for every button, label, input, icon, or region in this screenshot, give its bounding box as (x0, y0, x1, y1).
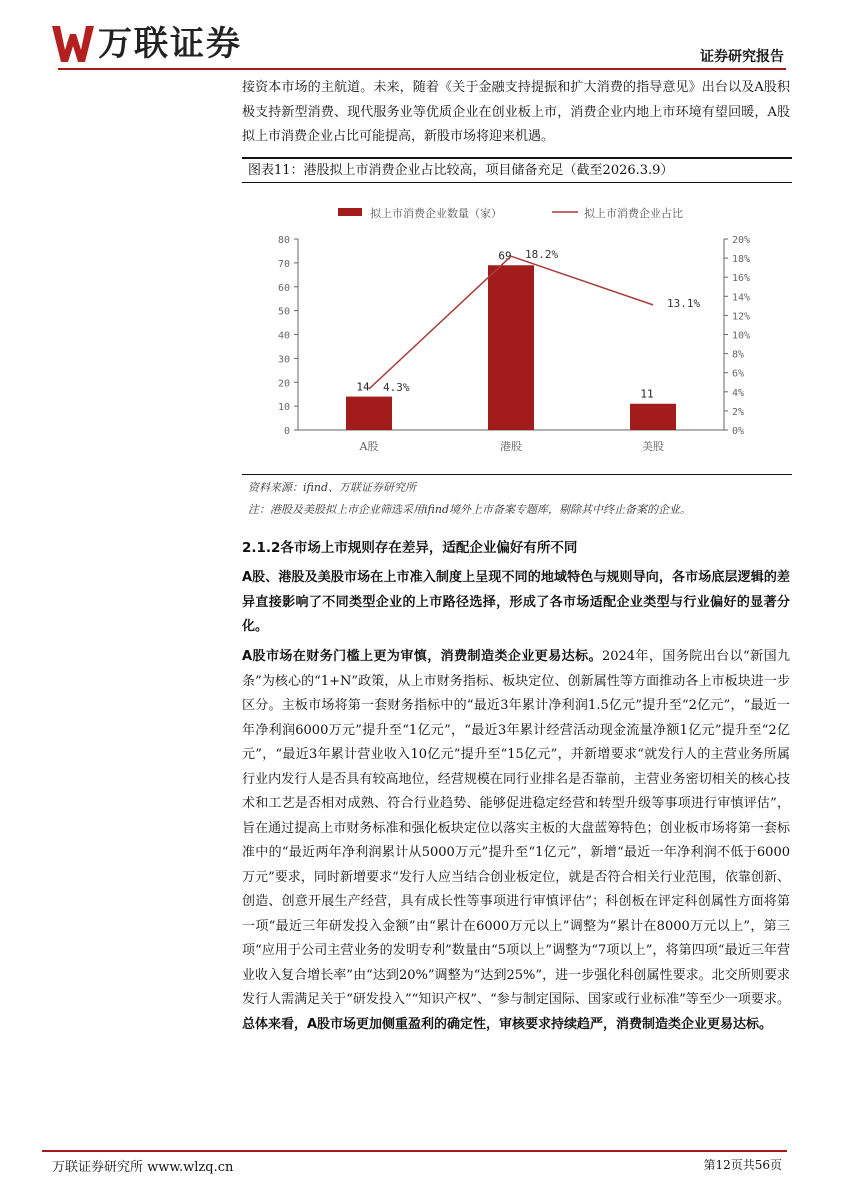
bar-1 (488, 265, 534, 430)
brand-name: 万联证券 (98, 24, 242, 64)
right-tick-label: 18% (732, 254, 751, 266)
right-tick-label: 6% (732, 368, 745, 380)
category-label: 港股 (500, 440, 522, 453)
legend-bar-swatch (338, 208, 362, 216)
ipo-consumer-chart (242, 190, 792, 470)
bar-value-label: 14 (356, 380, 370, 394)
category-label: 美股 (642, 440, 664, 453)
figure-top-rule (242, 157, 792, 159)
right-tick-label: 0% (732, 426, 745, 437)
body-conclusion: 总体来看，A股市场更加侧重盈利的确定性，审核要求持续趋严，消费制造类企业更易达标。 (242, 1016, 773, 1032)
left-tick-label: 20 (277, 378, 290, 390)
line-value-label: 18.2% (525, 248, 559, 262)
legend-line-label: 拟上市消费企业占比 (584, 207, 683, 220)
right-tick-label: 16% (732, 273, 751, 285)
right-tick-label: 10% (732, 330, 751, 342)
left-tick-label: 70 (277, 258, 290, 270)
bar-value-label: 69 (498, 249, 512, 263)
left-tick-label: 60 (277, 282, 290, 294)
report-type: 证券研究报告 (700, 49, 784, 65)
legend-bar-label: 拟上市消费企业数量（家） (370, 207, 502, 220)
footer-website: 万联证券研究所 www.wlzq.cn (52, 1160, 234, 1175)
left-tick-label: 40 (277, 330, 290, 342)
page-header (0, 0, 842, 70)
left-tick-label: 30 (277, 354, 290, 366)
bar-0 (346, 397, 392, 430)
figure-source: 资料来源：ifind、万联证券研究所 (248, 481, 416, 494)
right-tick-label: 14% (732, 292, 751, 304)
line-value-label: 4.3% (383, 380, 410, 394)
bar-value-label: 11 (640, 387, 654, 401)
left-tick-label: 80 (277, 235, 290, 246)
left-tick-label: 0 (283, 426, 290, 437)
body-lead: A股市场在财务门槛上更为审慎，消费制造类企业更易达标。 (242, 649, 602, 664)
body-text: 2024年，国务院出台以“新国九条”为核心的“1+N”政策，从上市财务指标、板块定位、创新属性等方面推动各上市板块进一步区分。主板市场将第一套财务指标中的“最近3年累计净利润1.5亿元”提升至“2亿元”，“最近一年净利润6000万元”提升至“1亿元”，“最近3年累计经营活动现金流量净额1亿元”提升至“2亿元”，“最近3年累计营业收入10亿元”提升至“15亿元”，并新增要求“就发行人的主营业务所属行业内发行人是否具有较高地位，经营规模在同行业排名是否靠前，主营业务密切相关的核心技术和工艺是否相对成熟、符合行业趋势、能够促进稳定经营和转型升级等事项进行审慎评估”，旨在通过提高上市财务标准和强化板块定位以落实主板的大盘蓝筹特色；创业板市场将第一套标准中的“最近两年净利润累计从5000万元”提升至“1亿元”，新增“最近一年净利润不低于6000万元”要求，同时新增要求“发行人应当结合创业板定位，就是否符合相关行业范围，依靠创新、创造、创意开展生产经营，具有成长性等事项进行审慎评估”；科创板在评定科创属性方面将第一项“最近三年研发投入金额”由“累计在6000万元以上”调整为“累计在8000万元以上”，第三项“应用于公司主营业务的发明专利”数量由“5项以上”调整为“7项以上”，将第四项“最近三年营业收入复合增长率”由“达到20%”调整为“达到25%”，进一步强化科创属性要求。北交所则要求发行人需满足关于“研发投入”“知识产权”、“参与制定国际、国家或行业标准”等至少一项要求。 (242, 649, 791, 1007)
bar-2 (630, 404, 676, 430)
category-label: A股 (359, 440, 379, 453)
right-tick-label: 20% (732, 235, 751, 246)
left-tick-label: 50 (277, 306, 290, 318)
figure-title-rule (242, 182, 792, 183)
summary-paragraph: A股、港股及美股市场在上市准入制度上呈现不同的地域特色与规则导向，各市场底层逻辑的差异直接影响了不同类型企业的上市路径选择，形成了各市场适配企业类型与行业偏好的显著分化。 (242, 570, 790, 634)
left-tick-label: 10 (277, 402, 290, 414)
right-tick-label: 12% (732, 311, 751, 323)
right-tick-label: 2% (732, 406, 745, 418)
intro-paragraph: 接资本市场的主航道。未来，随着《关于金融支持提振和扩大消费的指导意见》出台以及A股积极支持新型消费、现代服务业等优质企业在创业板上市，消费企业内地上市环境有望回暖，A股拟上市消费企业占比可能提高，新股市场将迎来机遇。 (242, 80, 790, 144)
figure-bottom-rule (242, 474, 792, 475)
wanlian-logo-icon (50, 24, 94, 64)
right-tick-label: 4% (732, 387, 745, 399)
footer-divider (42, 1150, 787, 1152)
page-number: 第12页共56页 (703, 1158, 782, 1172)
right-tick-label: 8% (732, 349, 745, 361)
body-paragraph (242, 645, 790, 1037)
line-value-label: 13.1% (667, 296, 701, 310)
section-title: 2.1.2各市场上市规则存在差异，适配企业偏好有所不同 (242, 540, 578, 556)
header-divider (58, 68, 786, 70)
figure-note: 注：港股及美股拟上市企业筛选采用ifind境外上市备案专题库，剔除其中终止备案的企业。 (248, 503, 691, 516)
figure-title: 图表11：港股拟上市消费企业占比较高，项目储备充足（截至2026.3.9） (248, 163, 674, 178)
